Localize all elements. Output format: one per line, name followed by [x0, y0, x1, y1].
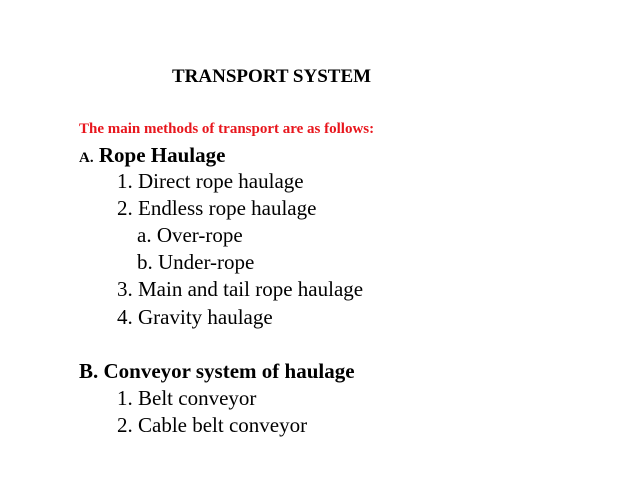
- section-a-prefix: A.: [79, 150, 94, 166]
- list-item-direct-rope-haulage: 1. Direct rope haulage: [117, 169, 304, 193]
- intro-text: The main methods of transport are as follows:: [79, 121, 375, 137]
- section-a-heading: [79, 145, 225, 166]
- page-title: TRANSPORT SYSTEM: [172, 66, 372, 87]
- list-item-cable-belt-conveyor: 2. Cable belt conveyor: [117, 413, 308, 437]
- list-item-under-rope: b. Under-rope: [137, 250, 255, 274]
- section-b-heading: B. Conveyor system of haulage: [79, 359, 355, 383]
- list-item-main-and-tail-rope-haulage: 3. Main and tail rope haulage: [117, 277, 364, 301]
- list-item-endless-rope-haulage: 2. Endless rope haulage: [117, 196, 317, 220]
- list-item-gravity-haulage: 4. Gravity haulage: [117, 305, 273, 329]
- section-a-title: Rope Haulage: [98, 143, 226, 167]
- list-item-over-rope: a. Over-rope: [137, 223, 243, 247]
- list-item-belt-conveyor: 1. Belt conveyor: [117, 386, 257, 410]
